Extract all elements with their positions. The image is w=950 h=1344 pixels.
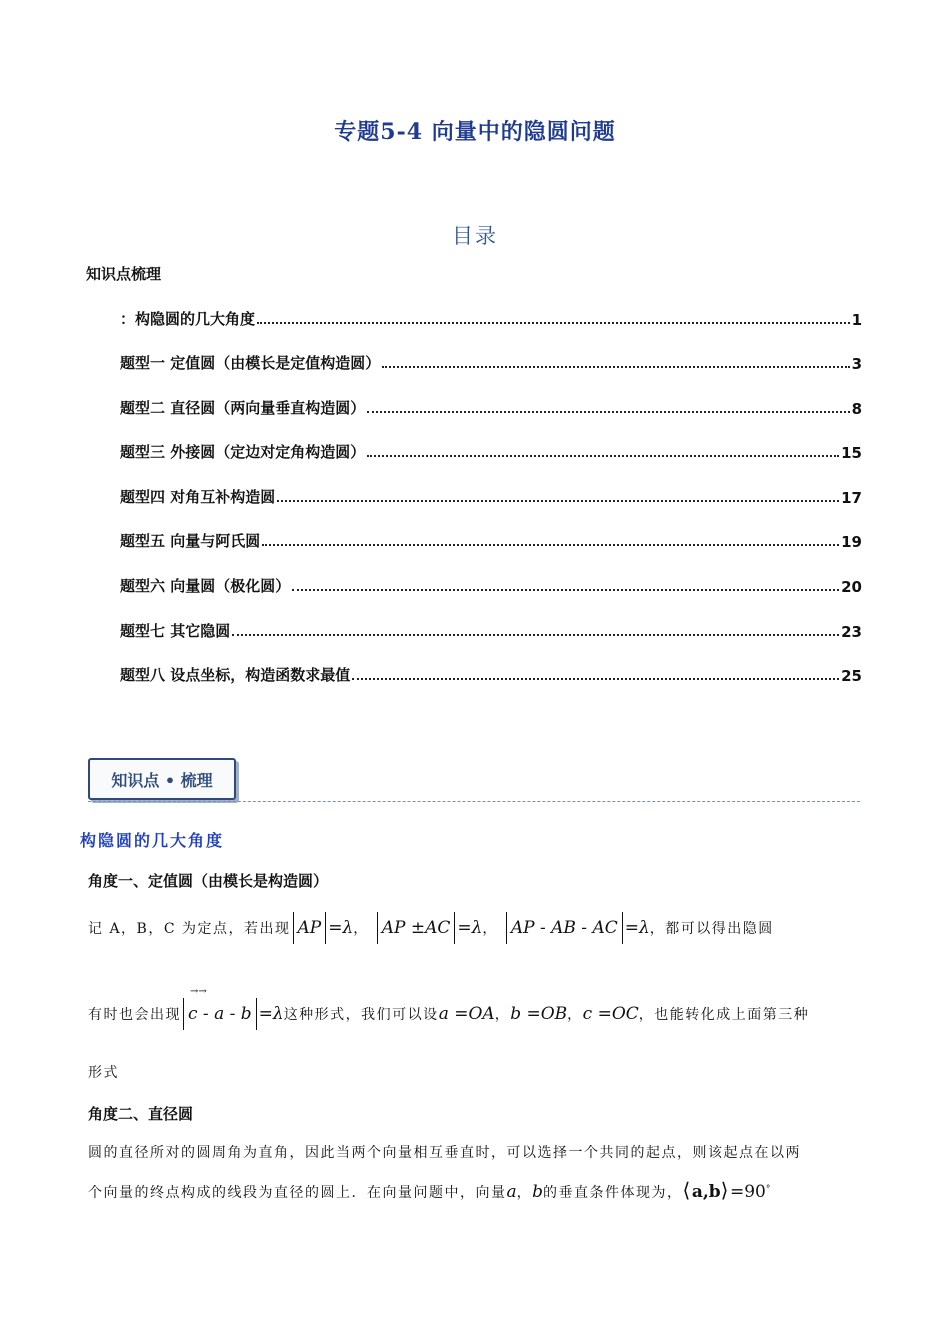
angle2-title: 角度二、直径圆 [88,1105,194,1123]
toc-entry[interactable] [120,529,862,551]
toc-entry-label: 题型二 直径圆（两向量垂直构造圆） [120,399,366,417]
angle1-line1 [88,912,774,944]
section-badge: 知识点 • 梳理 [88,758,236,800]
toc-dot-leader [262,543,839,546]
toc-entry-page: 8 [851,400,862,418]
toc-dot-leader [277,499,839,502]
assignment: a =OA [438,1004,495,1024]
toc-entry-page: 25 [841,667,862,685]
vector-expression: c - a - b [188,1004,252,1024]
section-title: 构隐圆的几大角度 [80,831,225,850]
text: 记 A，B，C 为定点，若出现 [88,921,291,937]
abs-expression: AP ±AC [377,912,456,944]
equals-lambda: =λ [328,918,354,938]
text: ，也能转化成上面第三种 [638,1007,810,1023]
dashed-divider [88,801,860,802]
toc-section-label: 知识点梳理 [86,265,162,283]
separator: ， [567,1007,583,1023]
page-title: 专题5-4 向量中的隐圆问题 [334,119,616,145]
angle1-line3: 形式 [88,1065,119,1081]
toc-entry-label: ：构隐圆的几大角度 [120,310,256,328]
abs-expression: AP - AB - AC [506,912,623,944]
text: 这种形式，我们可以设 [283,1007,439,1023]
toc-entry[interactable] [120,307,862,329]
degree-mark: ° [765,1184,772,1195]
separator: ， [482,921,498,937]
angle-inner: a,b [691,1182,721,1202]
toc-entry-page: 3 [851,355,862,373]
toc-dot-leader [257,321,850,324]
toc-dot-leader [367,454,839,457]
toc-entry[interactable] [120,396,862,418]
toc-entry-page: 15 [841,444,862,462]
text: 个向量的终点构成的线段为直径的圆上．在向量问题中，向量 [88,1185,507,1201]
angle1-line2 [88,986,810,1030]
toc-entry-page: 1 [851,311,862,329]
equals-lambda: =λ [258,1004,284,1024]
toc-entry[interactable] [120,663,862,685]
text: 有时也会出现 [88,1007,181,1023]
toc-dot-leader [352,677,839,680]
toc-entry[interactable] [120,485,862,507]
toc-entry-page: 23 [841,623,862,641]
assignment: c =OC [582,1004,639,1024]
toc-entry-label: 题型一 定值圆（由模长是定值构造圆） [120,354,381,372]
vector-arrows: →→ [190,986,207,997]
assignment: b =OB [510,1004,568,1024]
toc-entry-label: 题型八 设点坐标，构造函数求最值 [120,666,351,684]
toc-dot-leader [367,410,849,413]
abs-expression [183,986,257,1030]
angle1-title: 角度一、定值圆（由模长是构造圆） [88,872,329,890]
toc-entry-label: 题型四 对角互补构造圆 [120,488,276,506]
equals-lambda: =λ [624,918,650,938]
text: ，都可以得出隐圆 [649,921,774,937]
toc-entry[interactable] [120,619,862,641]
toc-entry-page: 17 [841,489,862,507]
angle2-line1: 圆的直径所对的圆周角为直角，因此当两个向量相互垂直时，可以选择一个共同的起点，则该起点在以两 [88,1145,801,1161]
toc-entry[interactable] [120,351,862,373]
separator: ， [494,1007,511,1023]
angle2-line2 [88,1178,772,1202]
equals-lambda: =λ [457,918,483,938]
toc-entry-label: 题型三 外接圆（定边对定角构造圆） [120,443,366,461]
toc-dot-leader [292,588,839,591]
angle-bracket-open: ⟨ [682,1178,692,1202]
toc-entry-page: 19 [841,533,862,551]
toc-entry[interactable] [120,574,862,596]
separator: ， [516,1185,533,1201]
angle-value: =90 [729,1182,766,1202]
toc-dot-leader [382,365,849,368]
angle-bracket-close: ⟩ [720,1178,730,1202]
toc-entry[interactable] [120,440,862,462]
toc-heading: 目录 [452,224,498,248]
text: 的垂直条件体现为， [543,1185,683,1201]
toc-entry-label: 题型六 向量圆（极化圆） [120,577,291,595]
toc-entry-page: 20 [841,578,862,596]
toc-entry-label: 题型七 其它隐圆 [120,622,231,640]
vector-a: a [506,1182,517,1202]
separator: ， [353,921,369,937]
vector-b: b [532,1182,544,1202]
toc-entry-label: 题型五 向量与阿氏圆 [120,532,261,550]
toc-dot-leader [232,633,839,636]
abs-expression: AP [293,912,327,944]
